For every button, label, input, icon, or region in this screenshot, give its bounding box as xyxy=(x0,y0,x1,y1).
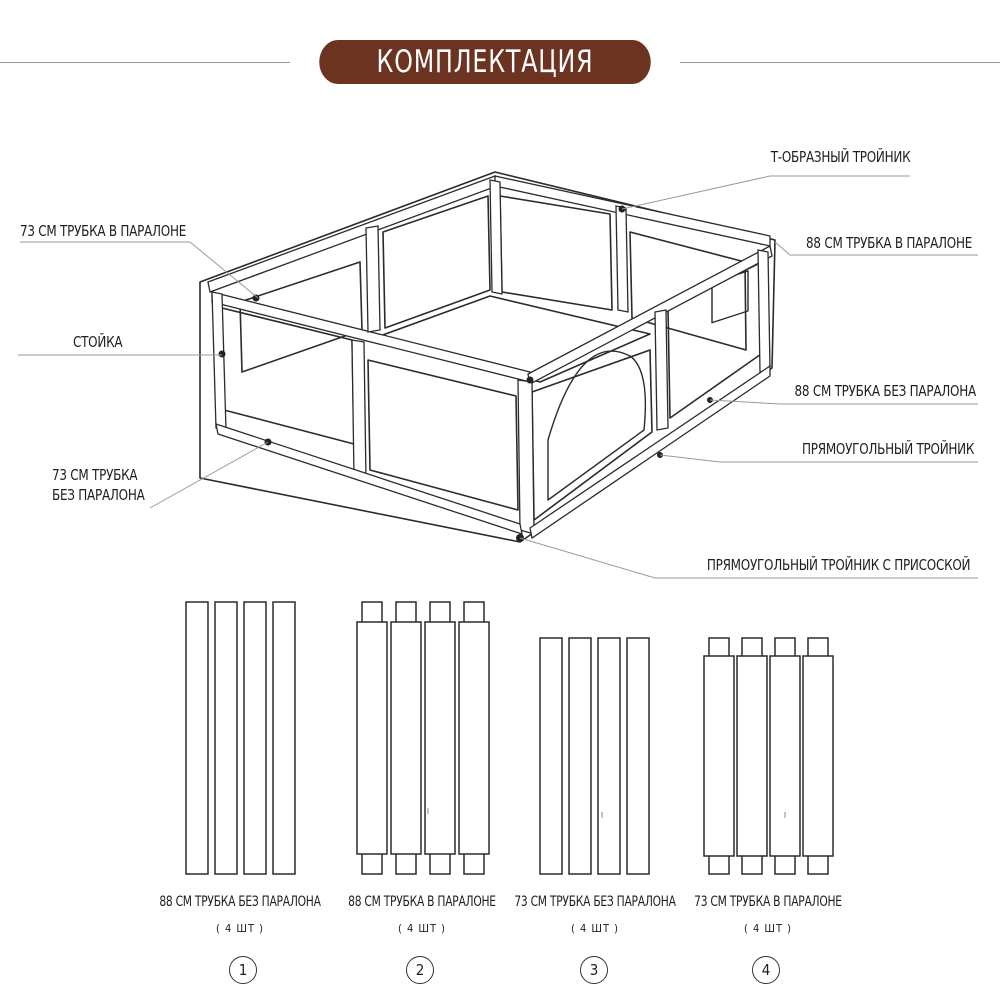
callout-88-bare: 88 СМ ТРУБКА БЕЗ ПАРАЛОНА xyxy=(794,382,976,400)
part-label-3: 73 СМ ТРУБКА БЕЗ ПАРАЛОНА xyxy=(514,894,676,910)
post-left-corner xyxy=(212,292,226,430)
part-number-3: 3 xyxy=(580,956,608,984)
post-back-right xyxy=(616,206,628,312)
callout-73-foam: 73 СМ ТРУБКА В ПАРАЛОНЕ xyxy=(20,222,187,240)
post-right-corner xyxy=(758,250,770,372)
post-back-mid xyxy=(366,226,380,332)
part-number-1: 1 xyxy=(229,956,257,984)
callout-73-bare-line1: 73 СМ ТРУБКА xyxy=(52,466,138,484)
callout-rect-tee: ПРЯМОУГОЛЬНЫЙ ТРОЙНИК xyxy=(801,440,974,458)
page-title: КОМПЛЕКТАЦИЯ xyxy=(319,40,651,84)
tube-top-back-right xyxy=(495,176,770,246)
tee-connector xyxy=(219,351,226,358)
part-label-4: 73 СМ ТРУБКА В ПАРАЛОНЕ xyxy=(694,894,842,910)
leader-73-bare xyxy=(150,442,268,508)
arch-door xyxy=(548,351,645,500)
callout-post: СТОЙКА xyxy=(73,333,123,351)
leader-73-foam xyxy=(20,242,258,298)
tee-connector xyxy=(253,295,260,302)
callout-73-bare-line2: БЕЗ ПАРАЛОНА xyxy=(52,486,145,504)
part-qty-2: ( 4 ШТ ) xyxy=(397,922,447,935)
part-qty-1: ( 4 ШТ ) xyxy=(215,922,265,935)
part-number-2: 2 xyxy=(406,956,434,984)
part-number-4: 4 xyxy=(752,956,780,984)
callout-rect-tee-suction: ПРЯМОУГОЛЬНЫЙ ТРОЙНИК С ПРИСОСКОЙ xyxy=(706,556,970,574)
callout-88-foam: 88 СМ ТРУБКА В ПАРАЛОНЕ xyxy=(805,234,972,252)
post-right-mid xyxy=(655,310,668,430)
post-back-corner xyxy=(490,180,502,294)
part-qty-3: ( 4 ШТ ) xyxy=(570,922,620,935)
part-label-1: 88 СМ ТРУБКА БЕЗ ПАРАЛОНА xyxy=(159,894,321,910)
tee-connector xyxy=(527,377,534,384)
tube-top-back-left xyxy=(208,176,497,292)
back-right-panel-1 xyxy=(500,196,612,310)
post-front-mid xyxy=(352,340,366,480)
callout-t-tee: Т-ОБРАЗНЫЙ ТРОЙНИК xyxy=(770,148,910,166)
part-qty-4: ( 4 ШТ ) xyxy=(743,922,793,935)
part-label-2: 88 СМ ТРУБКА В ПАРАЛОНЕ xyxy=(348,894,496,910)
post-front-corner xyxy=(518,380,534,534)
leader-t-tee xyxy=(622,176,910,209)
